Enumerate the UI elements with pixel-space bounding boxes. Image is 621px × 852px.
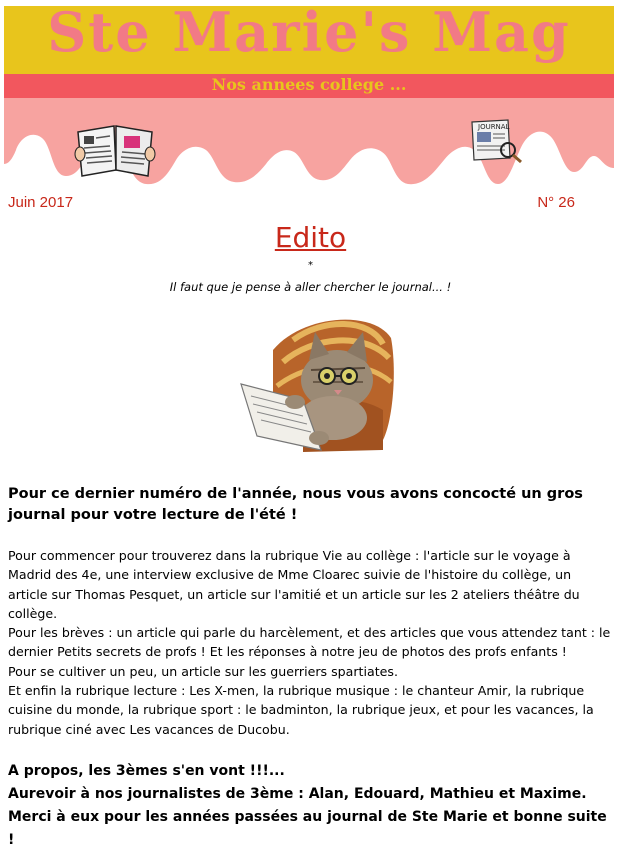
masthead-banner bbox=[4, 6, 614, 74]
cat-reading-newspaper-illustration bbox=[233, 310, 395, 462]
closing-line: Merci à eux pour les années passées au journal de Ste Marie et bonne suite ! bbox=[8, 809, 607, 848]
edito-quote: Il faut que je pense à aller chercher le journal... ! bbox=[169, 280, 452, 294]
magazine-subtitle: Nos annees college ... bbox=[211, 75, 407, 94]
article-closing bbox=[8, 760, 614, 852]
edito-heading: Edito bbox=[274, 221, 347, 254]
closing-line: A propos, les 3èmes s'en vont !!!... bbox=[8, 763, 285, 779]
edito-star: * bbox=[308, 260, 313, 271]
magazine-title: Ste Marie's Mag bbox=[47, 6, 571, 64]
newspaper-magnifier-icon bbox=[468, 118, 524, 166]
svg-text:JOURNAL: JOURNAL bbox=[478, 123, 510, 131]
subtitle-bar bbox=[4, 74, 614, 98]
article-paragraph: Pour commencer pour trouverez dans la rubrique Vie au collège : l'article sur le voyage à Madrid des 4e, une interview exclusive de Mme Cloarec suivie de l'histoire du collège, un article sur Thomas Pesquet, un article sur l'amitié et un article sur les 2 ateliers théâtre du collège. bbox=[8, 548, 580, 621]
article-body bbox=[8, 546, 614, 739]
article-paragraph: Pour se cultiver un peu, un article sur les guerriers spartiates. bbox=[8, 663, 398, 679]
closing-line: Aurevoir à nos journalistes de 3ème : Alan, Edouard, Mathieu et Maxime. bbox=[8, 786, 587, 802]
issue-date: Juin 2017 bbox=[8, 194, 74, 211]
newspaper-reader-icon bbox=[74, 120, 156, 182]
article-paragraph: Pour les brèves : un article qui parle du harcèlement, et des articles que vous attendez tant : le dernier Petits secrets de profs ! Et les réponses à notre jeu de photos des profs enfants ! bbox=[8, 625, 611, 660]
issue-number: N° 26 bbox=[537, 194, 575, 211]
article-paragraph: Et enfin la rubrique lecture : Les X-men, la rubrique musique : le chanteur Amir, la rubrique cuisine du monde, la rubrique sport : le badminton, la rubrique jeux, et pour les vacances, la rubrique ciné avec Les vacances de Ducobu. bbox=[8, 683, 594, 737]
article-lead: Pour ce dernier numéro de l'année, nous vous avons concocté un gros journal pour votre lecture de l'été ! bbox=[8, 486, 583, 523]
